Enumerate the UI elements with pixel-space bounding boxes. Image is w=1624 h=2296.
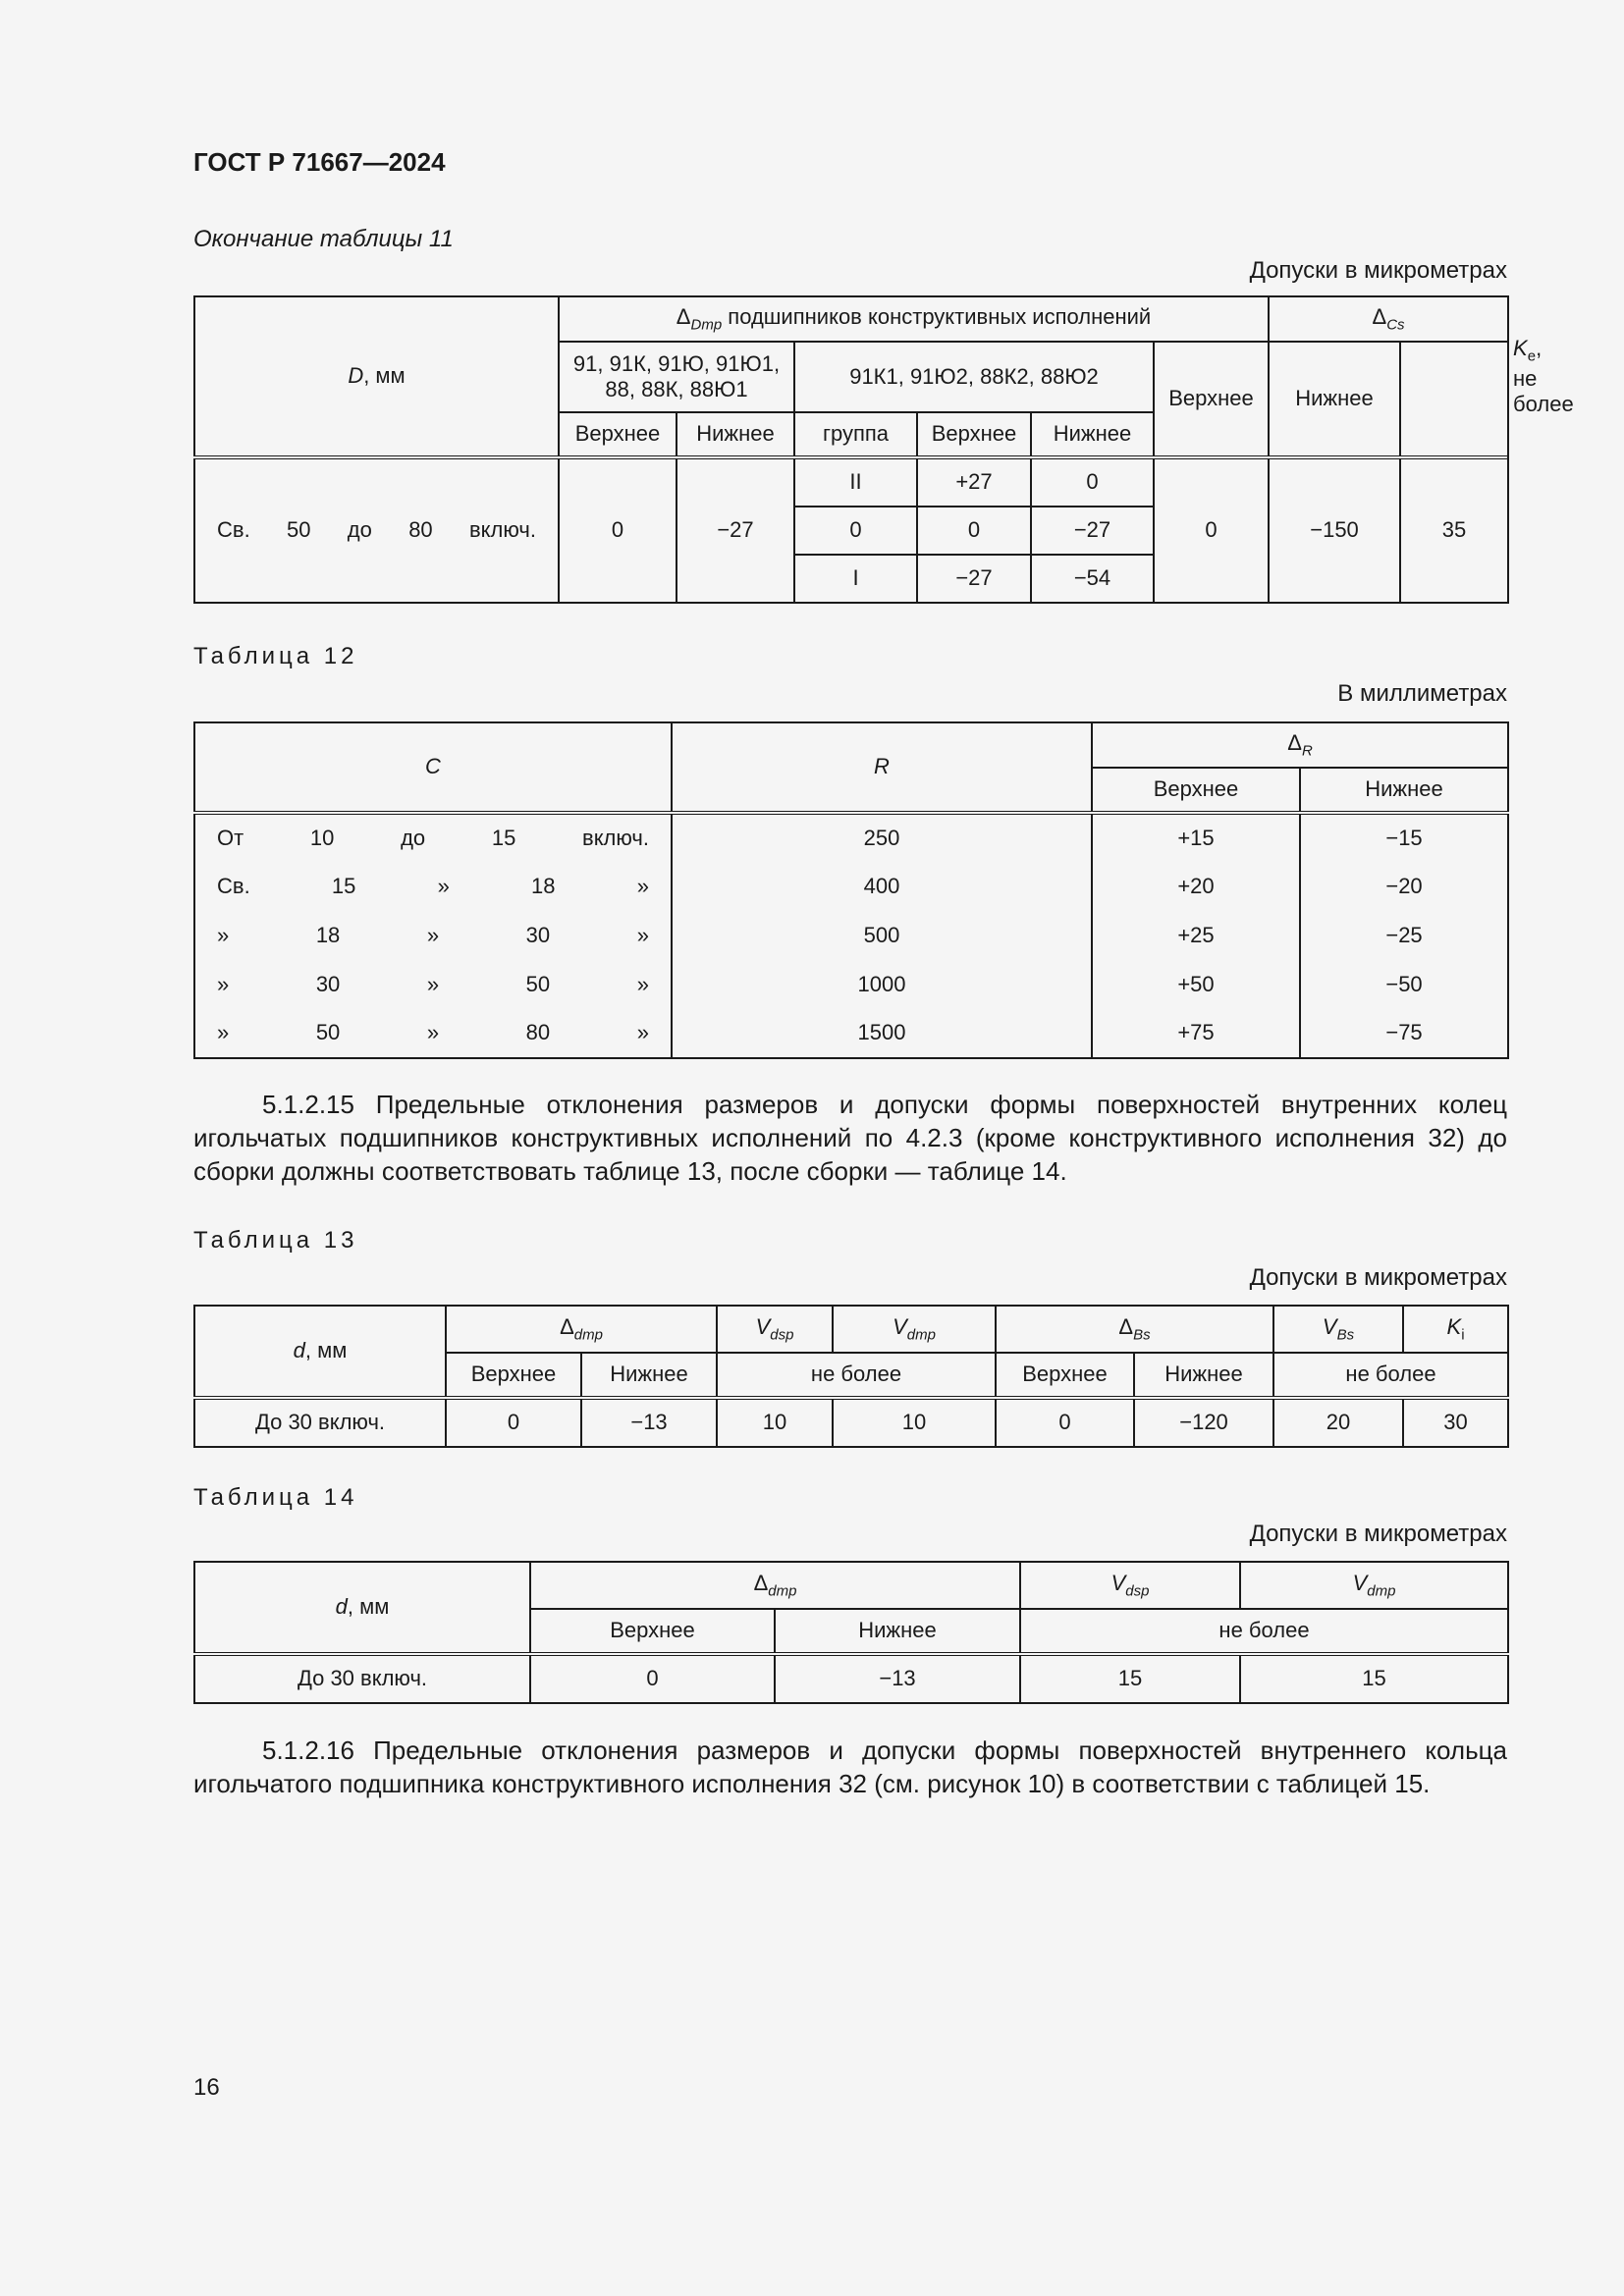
header-vdsp: $V_{dsp}$ bbox=[1020, 1562, 1240, 1609]
cell-upper: 0 bbox=[917, 507, 1031, 555]
header-vdsp: $V_{dsp}$ bbox=[717, 1306, 833, 1353]
standard-code: ГОСТ Р 71667—2024 bbox=[193, 147, 446, 177]
table-row bbox=[194, 813, 1508, 862]
cell-g1-lower: −27 bbox=[677, 457, 794, 603]
header-g2-upper: Верхнее bbox=[917, 412, 1031, 457]
cell-dmp-upper: 0 bbox=[530, 1654, 775, 1703]
header-delta-dmp: $\Delta_{Dmp}$ подшипников конструктивных исполнений bbox=[559, 296, 1269, 342]
cell-cs-upper: 0 bbox=[1154, 457, 1269, 603]
header-vdmp: $V_{dmp}$ bbox=[1240, 1562, 1508, 1609]
table-row bbox=[194, 911, 1508, 960]
table-13-units: Допуски в микрометрах bbox=[1249, 1264, 1507, 1291]
header-group-2: 91К1, 91Ю2, 88К2, 88Ю2 bbox=[794, 342, 1154, 412]
table-12 bbox=[193, 721, 1509, 1059]
cell-upper: +15 bbox=[1092, 813, 1300, 862]
header-g2-lower: Нижнее bbox=[1031, 412, 1154, 457]
cell-dmp-lower: −13 bbox=[775, 1654, 1020, 1703]
header-c: C bbox=[194, 722, 672, 813]
cell-ki: 30 bbox=[1403, 1398, 1508, 1447]
cell-upper: +50 bbox=[1092, 960, 1300, 1009]
cell-lower: −50 bbox=[1300, 960, 1508, 1009]
header-d: d, мм bbox=[194, 1562, 530, 1654]
cell-r: 1000 bbox=[672, 960, 1092, 1009]
paragraph-5-1-2-15: 5.1.2.15 Предельные отклонения размеров и допуски формы поверхностей внутренних колец игольчатых подшипников конструктивных исполнений по 4.2.3 (кроме конструктивного исполнения 32) до сборки должны соответствовать таблице 13, после сборки — таблице 14. bbox=[193, 1090, 1507, 1186]
cell-bs-upper: 0 bbox=[996, 1398, 1134, 1447]
cell-c-range: Св. 15 » 18 » bbox=[194, 862, 672, 911]
header-v-nb: не более bbox=[1020, 1609, 1508, 1654]
header-delta-cs: $\Delta_{Cs}$ bbox=[1269, 296, 1508, 342]
header-dmp-upper: Верхнее bbox=[446, 1353, 581, 1398]
header-bs-lower: Нижнее bbox=[1134, 1353, 1273, 1398]
table-11-units: Допуски в микрометрах bbox=[1249, 257, 1507, 284]
header-g1-upper: Верхнее bbox=[559, 412, 677, 457]
table-row bbox=[194, 1654, 1508, 1703]
header-vbs: $V_{Bs}$ bbox=[1273, 1306, 1403, 1353]
cell-r: 1500 bbox=[672, 1009, 1092, 1058]
table-11: D, мм $\Delta_{Dmp}$ подшипников конструктивных исполнений $\Delta_{Cs}$ $K_e$, не более 91, 91К, 91Ю, 91Ю1, 88, 88К, 88Ю1 91К1, 91Ю2, 88К2, 88Ю2 Верхнее Нижнее Верхнее Нижнее группа Верхнее Нижнее Св. 50 до 80 включ. 0 −27 II +27 0 0 −150 35 0 0 −27 I −27 −54 bbox=[193, 295, 1509, 604]
table-14-units: Допуски в микрометрах bbox=[1249, 1521, 1507, 1547]
cell-c-range: » 50 » 80 » bbox=[194, 1009, 672, 1058]
cell-vbs: 20 bbox=[1273, 1398, 1403, 1447]
table-12-caption: Таблица 12 bbox=[193, 643, 358, 669]
cell-lower: −20 bbox=[1300, 862, 1508, 911]
table-row bbox=[194, 862, 1508, 911]
header-vk-nb: не более bbox=[1273, 1353, 1508, 1398]
cell-dmp-upper: 0 bbox=[446, 1398, 581, 1447]
header-dmp-upper: Верхнее bbox=[530, 1609, 775, 1654]
cell-dmp-lower: −13 bbox=[581, 1398, 717, 1447]
table-14 bbox=[193, 1561, 1509, 1704]
cell-upper: +20 bbox=[1092, 862, 1300, 911]
cell-vdmp: 10 bbox=[833, 1398, 996, 1447]
cell-bs-lower: −120 bbox=[1134, 1398, 1273, 1447]
header-gruppa: группа bbox=[794, 412, 917, 457]
table-row bbox=[194, 457, 1508, 507]
cell-r: 250 bbox=[672, 813, 1092, 862]
table-12-units: В миллиметрах bbox=[1337, 680, 1507, 707]
cell-lower: 0 bbox=[1031, 457, 1154, 507]
cell-r: 500 bbox=[672, 911, 1092, 960]
cell-lower: −54 bbox=[1031, 555, 1154, 603]
cell-d: До 30 включ. bbox=[194, 1398, 446, 1447]
header-delta-dmp: $\Delta_{dmp}$ bbox=[530, 1562, 1020, 1609]
cell-grp: 0 bbox=[794, 507, 917, 555]
cell-lower: −25 bbox=[1300, 911, 1508, 960]
cell-vdsp: 15 bbox=[1020, 1654, 1240, 1703]
cell-c-range: » 30 » 50 » bbox=[194, 960, 672, 1009]
table-11-caption: Окончание таблицы 11 bbox=[193, 226, 454, 252]
cell-d-range: Св. 50 до 80 включ. bbox=[194, 457, 559, 603]
header-cs-lower: Нижнее bbox=[1269, 342, 1400, 457]
cell-g1-upper: 0 bbox=[559, 457, 677, 603]
cell-upper: +75 bbox=[1092, 1009, 1300, 1058]
table-row bbox=[194, 1398, 1508, 1447]
header-cs-upper: Верхнее bbox=[1154, 342, 1269, 457]
header-delta-r: $\Delta_R$ bbox=[1092, 722, 1508, 768]
header-d: d, мм bbox=[194, 1306, 446, 1398]
page-number: 16 bbox=[193, 2074, 220, 2101]
header-d: D, мм bbox=[194, 296, 559, 457]
header-dmp-lower: Нижнее bbox=[581, 1353, 717, 1398]
table-row bbox=[194, 1009, 1508, 1058]
header-group-1: 91, 91К, 91Ю, 91Ю1, 88, 88К, 88Ю1 bbox=[559, 342, 794, 412]
cell-upper: −27 bbox=[917, 555, 1031, 603]
header-g1-lower: Нижнее bbox=[677, 412, 794, 457]
cell-ke: 35 bbox=[1400, 457, 1508, 603]
header-delta-dmp: $\Delta_{dmp}$ bbox=[446, 1306, 717, 1353]
table-13-caption: Таблица 13 bbox=[193, 1227, 358, 1254]
cell-lower: −27 bbox=[1031, 507, 1154, 555]
cell-c-range: » 18 » 30 » bbox=[194, 911, 672, 960]
header-ki: $K_i$ bbox=[1403, 1306, 1508, 1353]
cell-vdsp: 10 bbox=[717, 1398, 833, 1447]
header-bs-upper: Верхнее bbox=[996, 1353, 1134, 1398]
cell-upper: +27 bbox=[917, 457, 1031, 507]
cell-grp: I bbox=[794, 555, 917, 603]
header-r: R bbox=[672, 722, 1092, 813]
header-v-nb: не более bbox=[717, 1353, 996, 1398]
paragraph-5-1-2-16: 5.1.2.16 Предельные отклонения размеров и допуски формы поверхностей внутреннего кольца игольчатого подшипника конструктивного исполнения 32 (см. рисунок 10) в соответствии с таблицей 15. bbox=[193, 1735, 1507, 1798]
cell-lower: −15 bbox=[1300, 813, 1508, 862]
table-13 bbox=[193, 1305, 1509, 1448]
header-lower: Нижнее bbox=[1300, 768, 1508, 813]
cell-cs-lower: −150 bbox=[1269, 457, 1400, 603]
cell-upper: +25 bbox=[1092, 911, 1300, 960]
cell-lower: −75 bbox=[1300, 1009, 1508, 1058]
header-delta-bs: $\Delta_{Bs}$ bbox=[996, 1306, 1273, 1353]
header-dmp-lower: Нижнее bbox=[775, 1609, 1020, 1654]
table-14-caption: Таблица 14 bbox=[193, 1484, 358, 1511]
cell-r: 400 bbox=[672, 862, 1092, 911]
cell-vdmp: 15 bbox=[1240, 1654, 1508, 1703]
table-row bbox=[194, 960, 1508, 1009]
cell-c-range: От 10 до 15 включ. bbox=[194, 813, 672, 862]
header-upper: Верхнее bbox=[1092, 768, 1300, 813]
header-vdmp: $V_{dmp}$ bbox=[833, 1306, 996, 1353]
cell-d: До 30 включ. bbox=[194, 1654, 530, 1703]
cell-grp: II bbox=[794, 457, 917, 507]
